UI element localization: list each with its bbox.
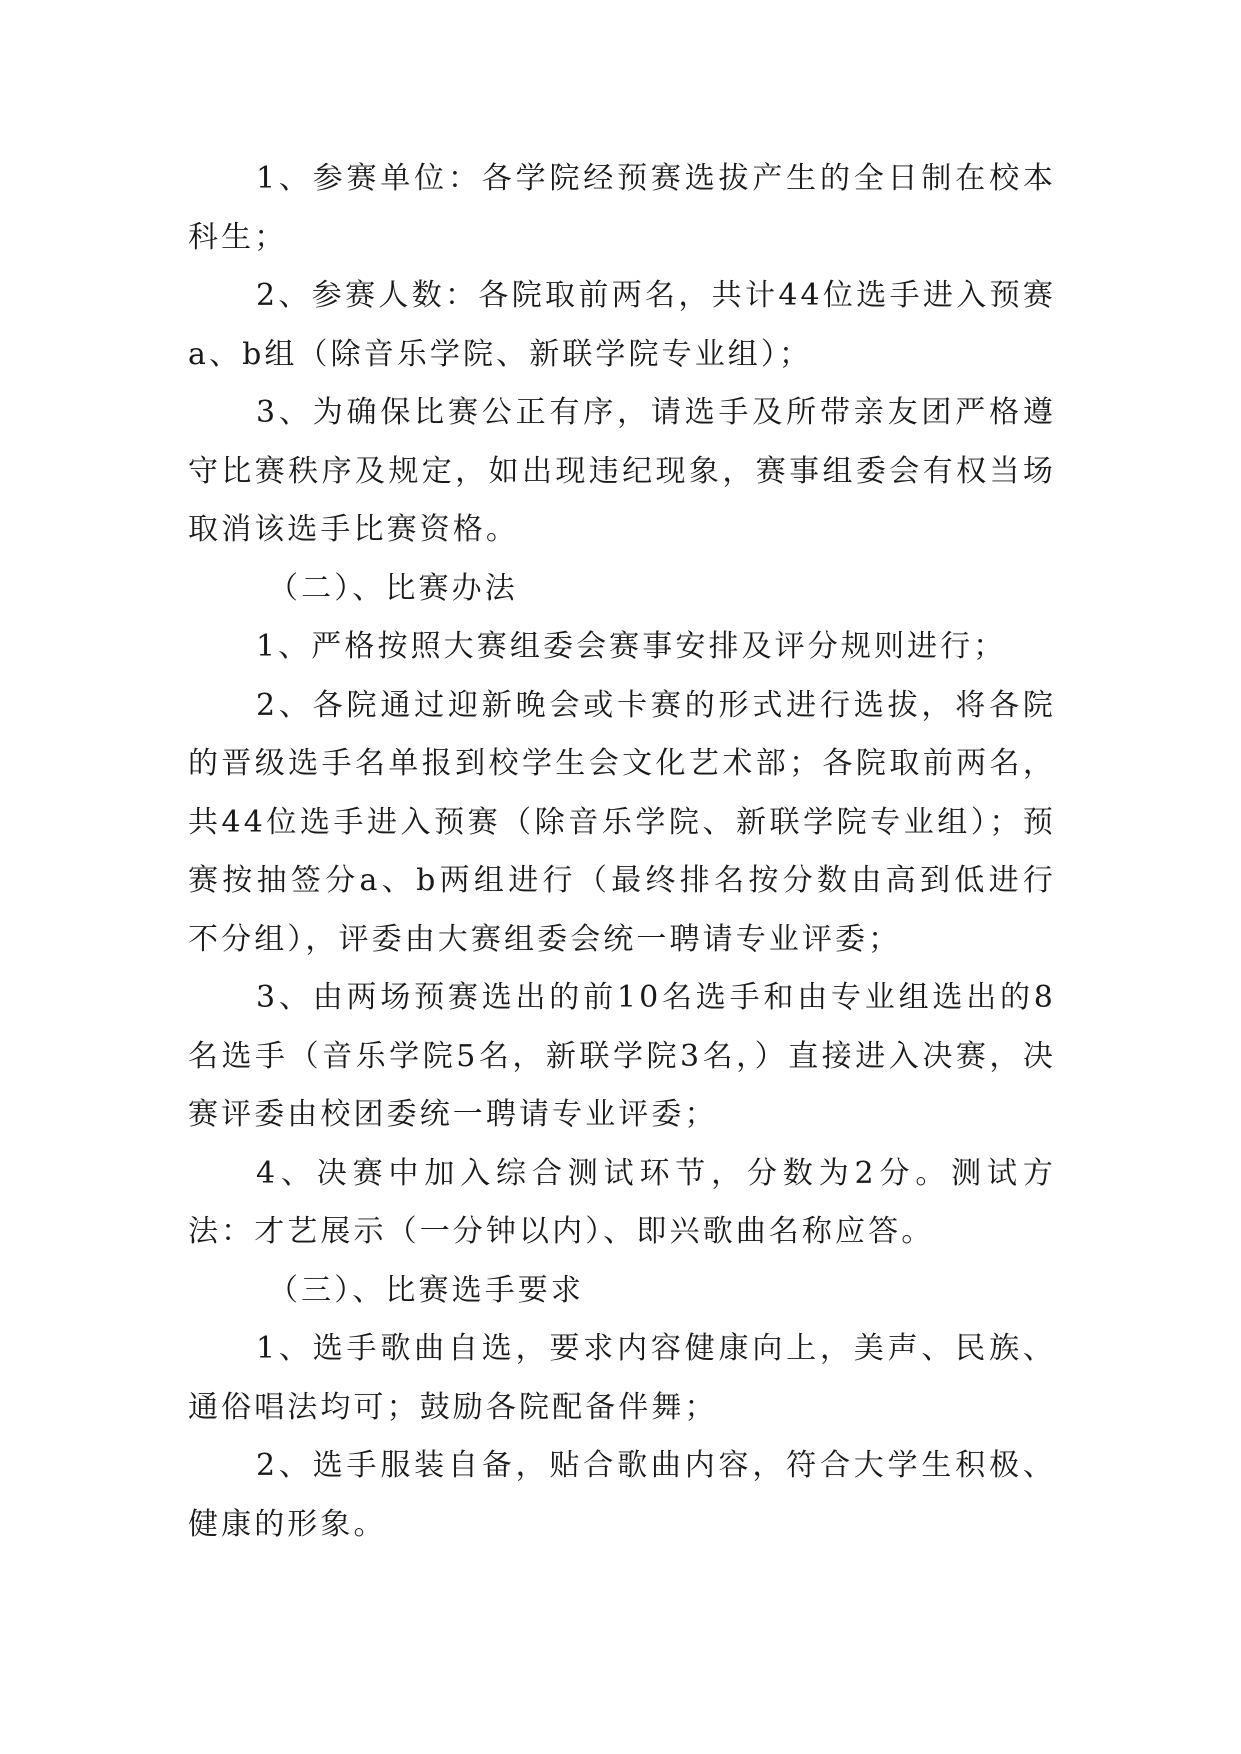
method-item-comprehensive-test: 4、决赛中加入综合测试环节，分数为2分。测试方法：才艺展示（一分钟以内）、即兴歌曲名称应答。 [188, 1155, 1056, 1249]
rule-item-conduct: 3、为确保比赛公正有序，请选手及所带亲友团严格遵守比赛秩序及规定，如出现违纪现象，赛事组委会有权当场取消该选手比赛资格。 [188, 395, 1056, 547]
method-item-finals: 3、由两场预赛选出的前10名选手和由专业组选出的8名选手（音乐学院5名，新联学院3名，）直接进入决赛，决赛评委由校团委统一聘请专业评委； [188, 980, 1056, 1132]
requirement-item-costume: 2、选手服装自备，贴合歌曲内容，符合大学生积极、健康的形象。 [188, 1448, 1056, 1542]
requirement-item-song: 1、选手歌曲自选，要求内容健康向上，美声、民族、通俗唱法均可；鼓励各院配备伴舞； [188, 1331, 1056, 1425]
section-heading-contestant-requirements: （三）、比赛选手要求 [268, 1272, 584, 1308]
method-item-selection: 2、各院通过迎新晚会或卡赛的形式进行选拔，将各院的晋级选手名单报到校学生会文化艺术部；各院取前两名，共44位选手进入预赛（除音乐学院、新联学院专业组）；预赛按抽签分a、b两组进行（最终排名按分数由高到低进行不分组），评委由大赛组委会统一聘请专业评委； [188, 687, 1056, 957]
rule-item-participants: 1、参赛单位：各学院经预赛选拔产生的全日制在校本科生； [188, 161, 1056, 255]
rule-item-participant-count: 2、参赛人数：各院取前两名，共计44位选手进入预赛a、b组（除音乐学院、新联学院专业组）； [188, 278, 1056, 372]
document-body [188, 150, 1056, 1554]
method-item-rules: 1、严格按照大赛组委会赛事安排及评分规则进行； [256, 629, 1007, 664]
section-heading-competition-method: （二）、比赛办法 [268, 570, 518, 606]
